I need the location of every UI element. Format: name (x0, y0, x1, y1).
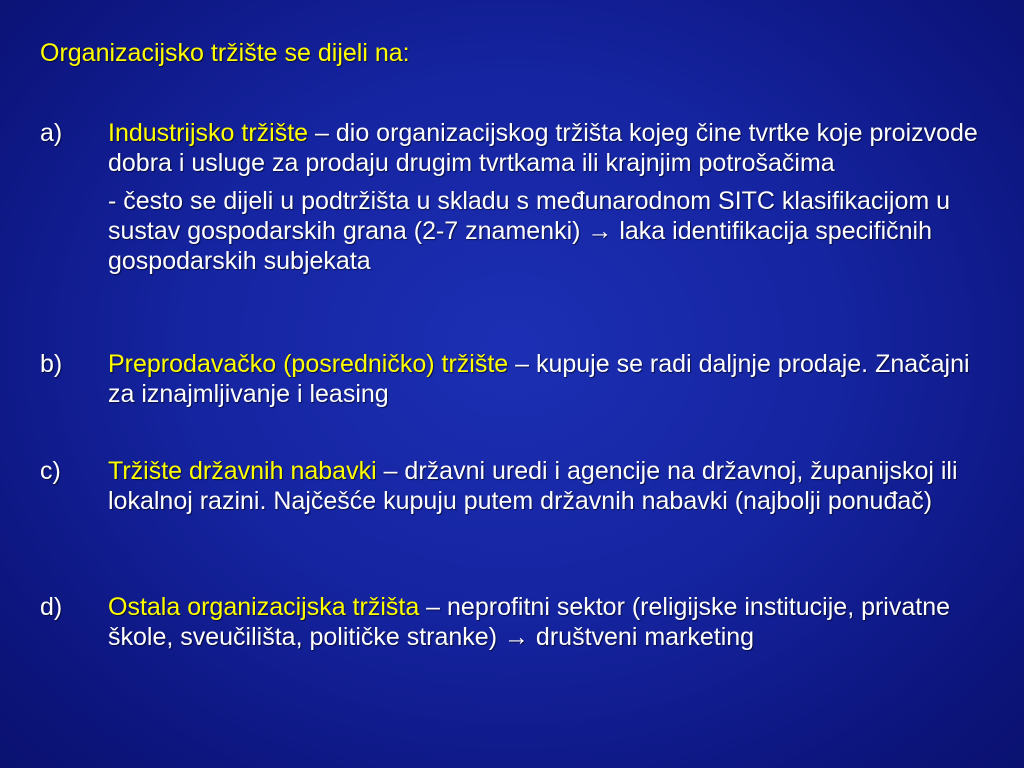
item-subpoint: - često se dijeli u podtržišta u skladu s međunarodnom SITC klasifikacijom u sustav gospodarskih grana (2-7 znamenki) → laka identifikacija specifičnih gospodarskih subjekata (108, 187, 951, 275)
list-item-b (40, 349, 990, 409)
item-paragraph (108, 592, 988, 652)
item-marker: d) (40, 593, 63, 621)
item-term: Preprodavačko (posredničko) tržište (108, 350, 509, 378)
item-text: – dio organizacijskog tržišta kojeg čine tvrtke koje proizvode dobra i usluge za prodaju drugim tvrtkama ili krajnjim potrošačima (108, 119, 978, 177)
list-item-c (40, 456, 990, 516)
item-text: – neprofitni sektor (religijske institucije, privatne škole, sveučilišta, političke stranke) → društveni marketing (108, 593, 951, 651)
list-item-a (40, 118, 990, 276)
item-marker: a) (40, 119, 63, 147)
item-paragraph (108, 349, 988, 409)
item-paragraph (108, 456, 988, 516)
list-item-d (40, 592, 990, 652)
item-paragraph (108, 118, 988, 178)
item-text: – državni uredi i agencije na državnoj, županijskoj ili lokalnoj razini. Najčešće kupuju putem državnih nabavki (najbolji ponuđač) (108, 457, 958, 515)
slide-intro: Organizacijsko tržište se dijeli na: (40, 39, 410, 67)
item-marker: b) (40, 350, 63, 378)
item-text: – kupuje se radi daljnje prodaje. Značajni za iznajmljivanje i leasing (108, 350, 970, 408)
item-marker: c) (40, 457, 61, 485)
item-term: Industrijsko tržište (108, 119, 309, 147)
item-term: Tržište državnih nabavki (108, 457, 377, 485)
item-term: Ostala organizacijska tržišta (108, 593, 420, 621)
